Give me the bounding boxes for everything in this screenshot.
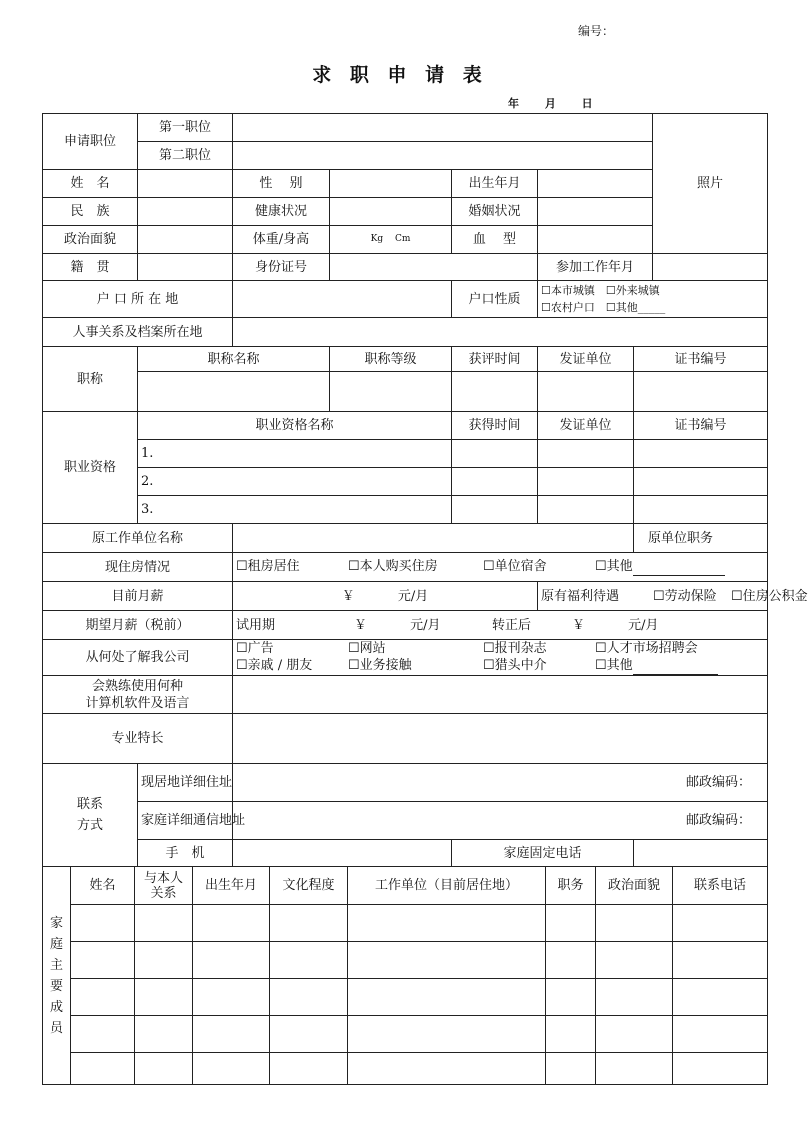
current-salary-label: 目前月薪 bbox=[43, 582, 233, 611]
former-unit-label: 原工作单位名称 bbox=[43, 524, 233, 553]
hukou-field[interactable] bbox=[233, 281, 452, 318]
family-cell[interactable] bbox=[546, 1016, 596, 1053]
mobile-field[interactable] bbox=[233, 840, 452, 867]
source-press-option[interactable]: ☐报刊杂志 bbox=[483, 641, 547, 656]
hukou-label: 户 口 所 在 地 bbox=[43, 281, 233, 318]
title-name-header: 职称名称 bbox=[138, 347, 330, 372]
hukou-options-row-1[interactable]: ☐本市城镇 ☐外来城镇 bbox=[541, 284, 660, 297]
title-cert-header: 证书编号 bbox=[634, 347, 768, 372]
family-cell[interactable] bbox=[348, 1016, 546, 1053]
former-post-label: 原单位职务 bbox=[634, 524, 768, 553]
family-cell[interactable] bbox=[673, 942, 768, 979]
family-cell[interactable] bbox=[135, 979, 193, 1016]
title-level-field[interactable] bbox=[330, 372, 452, 412]
second-position-field[interactable] bbox=[233, 142, 653, 170]
family-row bbox=[43, 1053, 768, 1085]
archive-label: 人事关系及档案所在地 bbox=[43, 318, 233, 347]
qualification-row-3[interactable]: 3. bbox=[138, 496, 452, 524]
name-label: 姓 名 bbox=[43, 170, 138, 198]
family-cell[interactable] bbox=[596, 1016, 673, 1053]
software-label bbox=[43, 676, 233, 714]
title-date-field[interactable] bbox=[452, 372, 538, 412]
family-cell[interactable] bbox=[193, 942, 270, 979]
source-headhunter-option[interactable]: ☐猎头中介 bbox=[483, 658, 547, 673]
family-cell[interactable] bbox=[546, 905, 596, 942]
origin-label: 籍 贯 bbox=[43, 254, 138, 281]
family-cell[interactable] bbox=[270, 979, 348, 1016]
address-label: 现居地详细住址 bbox=[138, 764, 233, 802]
family-cell[interactable] bbox=[270, 1053, 348, 1085]
health-label: 健康状况 bbox=[233, 198, 330, 226]
family-birth-header: 出生年月 bbox=[193, 867, 270, 905]
family-cell[interactable] bbox=[270, 942, 348, 979]
source-friend-option[interactable]: ☐亲戚 / 朋友 bbox=[236, 658, 313, 673]
first-position-label: 第一职位 bbox=[138, 114, 233, 142]
political-field[interactable] bbox=[138, 226, 233, 254]
qualification-cert-2[interactable] bbox=[634, 468, 768, 496]
family-political-header: 政治面貌 bbox=[596, 867, 673, 905]
source-other-line[interactable] bbox=[633, 657, 718, 675]
qualification-date-3[interactable] bbox=[452, 496, 538, 524]
specialty-field[interactable] bbox=[233, 714, 768, 764]
family-cell[interactable] bbox=[596, 942, 673, 979]
health-field[interactable] bbox=[330, 198, 452, 226]
work-start-label: 参加工作年月 bbox=[538, 254, 653, 281]
home-phone-label: 家庭固定电话 bbox=[452, 840, 634, 867]
ethnicity-label: 民 族 bbox=[43, 198, 138, 226]
home-address-label: 家庭详细通信地址 bbox=[138, 802, 233, 840]
family-cell[interactable] bbox=[135, 905, 193, 942]
work-start-field[interactable] bbox=[653, 254, 768, 281]
family-cell[interactable] bbox=[596, 979, 673, 1016]
source-market-option[interactable]: ☐人才市场招聘会 bbox=[595, 641, 698, 656]
family-cell[interactable] bbox=[673, 1016, 768, 1053]
family-cell[interactable] bbox=[135, 942, 193, 979]
source-other-option[interactable]: ☐其他 bbox=[595, 658, 633, 673]
qualification-row-2[interactable]: 2. bbox=[138, 468, 452, 496]
family-cell[interactable] bbox=[673, 905, 768, 942]
hukou-options-row-2[interactable]: ☐农村户口 ☐其他_____ bbox=[541, 301, 666, 314]
family-edu-header: 文化程度 bbox=[270, 867, 348, 905]
family-row bbox=[43, 1016, 768, 1053]
title-cert-field[interactable] bbox=[634, 372, 768, 412]
title-issuer-header: 发证单位 bbox=[538, 347, 634, 372]
gender-field[interactable] bbox=[330, 170, 452, 198]
family-cell[interactable] bbox=[135, 1016, 193, 1053]
family-cell[interactable] bbox=[71, 979, 135, 1016]
qualification-issuer-header: 发证单位 bbox=[538, 412, 634, 440]
id-label: 身份证号 bbox=[233, 254, 330, 281]
housing-label: 现住房情况 bbox=[43, 553, 233, 582]
qualification-date-1[interactable] bbox=[452, 440, 538, 468]
title-level-header: 职称等级 bbox=[330, 347, 452, 372]
family-cell[interactable] bbox=[193, 905, 270, 942]
family-cell[interactable] bbox=[71, 942, 135, 979]
position-label: 申请职位 bbox=[43, 114, 138, 170]
family-cell[interactable] bbox=[546, 1053, 596, 1085]
family-cell[interactable] bbox=[348, 942, 546, 979]
insurance-option[interactable]: ☐劳动保险 bbox=[653, 588, 717, 604]
family-cell[interactable] bbox=[546, 979, 596, 1016]
second-position-label: 第二职位 bbox=[138, 142, 233, 170]
first-position-field[interactable] bbox=[233, 114, 653, 142]
family-cell[interactable] bbox=[270, 905, 348, 942]
specialty-label: 专业特长 bbox=[43, 714, 233, 764]
qualification-cert-1[interactable] bbox=[634, 440, 768, 468]
family-cell[interactable] bbox=[193, 1053, 270, 1085]
family-row bbox=[43, 905, 768, 942]
mobile-label: 手 机 bbox=[138, 840, 233, 867]
family-cell[interactable] bbox=[673, 979, 768, 1016]
regular-label: 转正后 bbox=[492, 617, 532, 633]
source-web-option[interactable]: ☐网站 bbox=[348, 641, 386, 656]
family-row bbox=[43, 942, 768, 979]
date-label: 年 月 日 bbox=[508, 97, 593, 110]
blood-label: 血 型 bbox=[452, 226, 538, 254]
family-cell[interactable] bbox=[270, 1016, 348, 1053]
family-label-text: 家庭主要成员 bbox=[49, 915, 63, 1036]
blood-field[interactable] bbox=[538, 226, 653, 254]
family-cell[interactable] bbox=[348, 1053, 546, 1085]
family-unit-header: 工作单位（目前居住地） bbox=[348, 867, 546, 905]
expected-salary-field[interactable] bbox=[233, 611, 768, 640]
family-post-header: 职务 bbox=[546, 867, 596, 905]
political-label: 政治面貌 bbox=[43, 226, 138, 254]
probation-label: 试用期 bbox=[236, 617, 276, 633]
software-label-line-2: 计算机软件及语言 bbox=[85, 695, 190, 711]
family-cell[interactable] bbox=[348, 979, 546, 1016]
origin-field[interactable] bbox=[138, 254, 233, 281]
title-name-field[interactable] bbox=[138, 372, 330, 412]
probation-salary[interactable]: ￥ 元/月 bbox=[354, 617, 441, 633]
software-field[interactable] bbox=[233, 676, 768, 714]
hukou-type-options[interactable] bbox=[538, 281, 768, 318]
qualification-cert-header: 证书编号 bbox=[634, 412, 768, 440]
birth-field[interactable] bbox=[538, 170, 653, 198]
family-cell[interactable] bbox=[135, 1053, 193, 1085]
former-unit-field[interactable] bbox=[233, 524, 634, 553]
qualification-label: 职业资格 bbox=[43, 412, 138, 524]
qualification-issuer-1[interactable] bbox=[538, 440, 634, 468]
family-cell[interactable] bbox=[673, 1053, 768, 1085]
title-issuer-field[interactable] bbox=[538, 372, 634, 412]
qualification-issuer-2[interactable] bbox=[538, 468, 634, 496]
family-cell[interactable] bbox=[596, 905, 673, 942]
family-name-header: 姓名 bbox=[71, 867, 135, 905]
housing-own-option[interactable]: ☐本人购买住房 bbox=[348, 559, 438, 574]
family-cell[interactable] bbox=[596, 1053, 673, 1085]
welfare-label: 原有福利待遇 bbox=[541, 588, 620, 604]
housing-other-line[interactable] bbox=[633, 558, 725, 576]
contact-label bbox=[43, 764, 138, 867]
welfare-field[interactable] bbox=[538, 582, 808, 611]
source-business-option[interactable]: ☐业务接触 bbox=[348, 658, 412, 673]
qualification-date-header: 获得时间 bbox=[452, 412, 538, 440]
photo-box[interactable]: 照片 bbox=[653, 114, 768, 254]
source-ad-option[interactable]: ☐广告 bbox=[236, 641, 274, 656]
marital-label: 婚姻状况 bbox=[452, 198, 538, 226]
regular-salary[interactable]: ￥ 元/月 bbox=[572, 617, 659, 633]
expected-salary-label: 期望月薪（税前） bbox=[43, 611, 233, 640]
family-cell[interactable] bbox=[348, 905, 546, 942]
form-title: 求 职 申 请 表 bbox=[312, 64, 488, 86]
address-field[interactable]: 邮政编码： bbox=[233, 764, 768, 802]
family-relation-header: 与本人关系 bbox=[135, 867, 193, 905]
serial-number-label: 编号： bbox=[578, 24, 615, 38]
home-address-field[interactable]: 邮政编码： bbox=[233, 802, 768, 840]
family-cell[interactable] bbox=[193, 1016, 270, 1053]
family-cell[interactable] bbox=[71, 905, 135, 942]
application-form-table bbox=[42, 113, 808, 867]
hukou-type-label: 户口性质 bbox=[452, 281, 538, 318]
weight-height-label: 体重/身高 bbox=[233, 226, 330, 254]
housing-other-option[interactable]: ☐其他 bbox=[595, 559, 633, 574]
housing-fund-option[interactable]: ☐住房公积金 bbox=[731, 588, 808, 604]
gender-label: 性 别 bbox=[233, 170, 330, 198]
marital-field[interactable] bbox=[538, 198, 653, 226]
qualification-name-header: 职业资格名称 bbox=[138, 412, 452, 440]
software-label-line-1: 会熟练使用何种 bbox=[91, 678, 183, 694]
archive-field[interactable] bbox=[233, 318, 768, 347]
housing-dorm-option[interactable]: ☐单位宿舍 bbox=[483, 559, 547, 574]
professional-title-label: 职称 bbox=[43, 347, 138, 412]
family-cell[interactable] bbox=[193, 979, 270, 1016]
family-members-table bbox=[42, 866, 768, 1085]
weight-height-field[interactable]: Kg Cm bbox=[330, 226, 452, 254]
family-row bbox=[43, 979, 768, 1016]
home-phone-field[interactable] bbox=[634, 840, 768, 867]
qualification-date-2[interactable] bbox=[452, 468, 538, 496]
family-cell[interactable] bbox=[71, 1016, 135, 1053]
ethnicity-field[interactable] bbox=[138, 198, 233, 226]
contact-label-text: 联系方式 bbox=[76, 797, 103, 833]
family-cell[interactable] bbox=[546, 942, 596, 979]
family-label bbox=[43, 867, 71, 1085]
qualification-issuer-3[interactable] bbox=[538, 496, 634, 524]
qualification-row-1[interactable]: 1. bbox=[138, 440, 452, 468]
housing-options[interactable] bbox=[233, 553, 768, 582]
birth-label: 出生年月 bbox=[452, 170, 538, 198]
qualification-cert-3[interactable] bbox=[634, 496, 768, 524]
family-phone-header: 联系电话 bbox=[673, 867, 768, 905]
id-field[interactable] bbox=[330, 254, 538, 281]
name-field[interactable] bbox=[138, 170, 233, 198]
housing-rent-option[interactable]: ☐租房居住 bbox=[236, 559, 300, 574]
current-salary-field[interactable]: ￥ 元/月 bbox=[233, 582, 538, 611]
family-cell[interactable] bbox=[71, 1053, 135, 1085]
source-options[interactable] bbox=[233, 640, 768, 676]
source-label: 从何处了解我公司 bbox=[43, 640, 233, 676]
title-date-header: 获评时间 bbox=[452, 347, 538, 372]
